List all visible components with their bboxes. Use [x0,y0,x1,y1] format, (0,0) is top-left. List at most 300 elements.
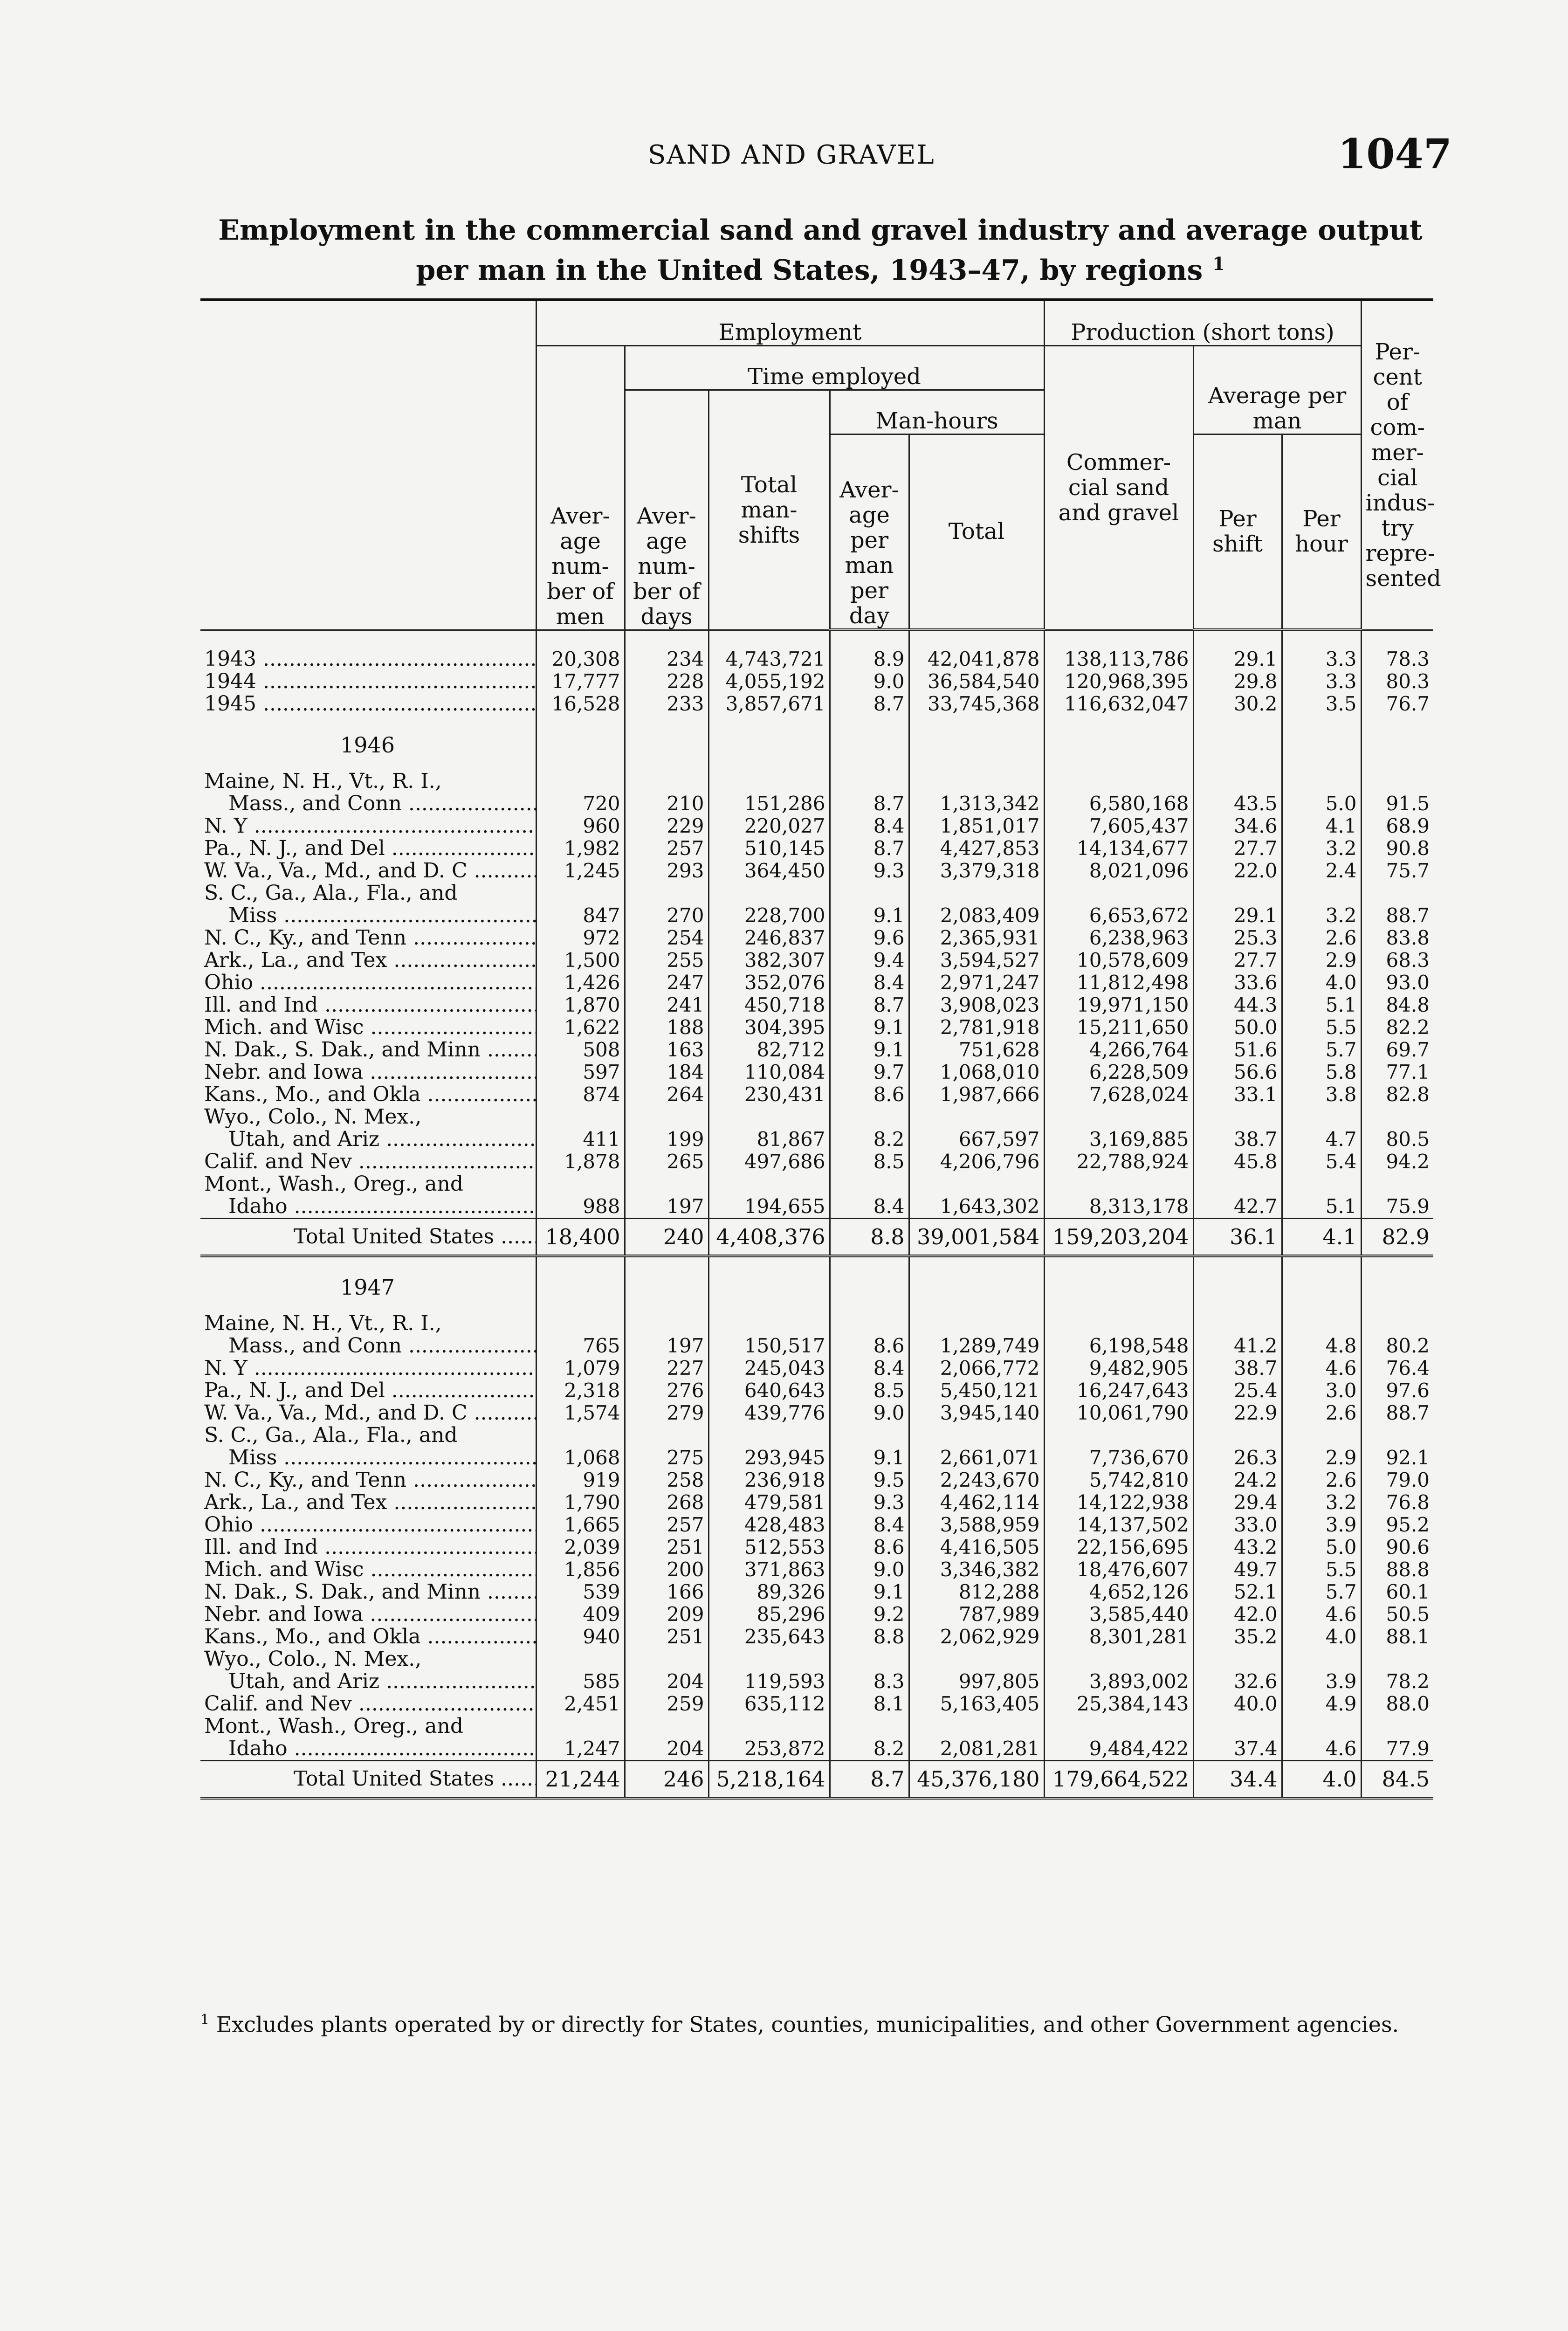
cell-value: 10,061,790 [1044,1402,1193,1424]
region-row [200,1039,1433,1061]
cell-value: 68.9 [1361,815,1433,837]
cell-value: 233 [625,693,708,715]
cell-value: 240 [625,1219,708,1256]
cell-value: 79.0 [1361,1469,1433,1491]
cell-value: 9.1 [830,904,909,927]
cell-value [1193,770,1282,793]
cell-value: 2,243,670 [909,1469,1044,1491]
time-employed-header: Time employed [625,345,1044,390]
cell-value: 8.8 [830,1219,909,1256]
cell-value: 3.2 [1282,837,1361,860]
cell-value [1193,1312,1282,1335]
cell-value [1361,1424,1433,1447]
cell-value: 4.1 [1282,815,1361,837]
cell-value: 3,945,140 [909,1402,1044,1424]
title-footnote-mark: 1 [1212,253,1225,274]
cell-value: 2,083,409 [909,904,1044,927]
cell-value: 8.4 [830,1514,909,1536]
region-row [200,770,1433,793]
cell-value: 257 [625,837,708,860]
cell-value: 29.8 [1193,670,1282,693]
cell-value [625,1312,708,1335]
cell-value: 18,400 [536,1219,625,1256]
cell-value: 38.7 [1193,1357,1282,1379]
cell-value [708,882,830,904]
cell-value: 38.7 [1193,1128,1282,1151]
cell-value: 667,597 [909,1128,1044,1151]
cell-value: 78.2 [1361,1670,1433,1693]
cell-value: 8.8 [830,1626,909,1648]
region-row [200,1016,1433,1039]
cell-value: 1,790 [536,1491,625,1514]
cell-value: 279 [625,1402,708,1424]
row-label: Mass., and Conn ..... [200,1335,536,1357]
region-row [200,1693,1433,1715]
cell-value: 597 [536,1061,625,1083]
row-label: Miss ..... [200,904,536,927]
cell-value: 3,346,382 [909,1559,1044,1581]
row-label: N. Y ..... [200,815,536,837]
cell-value: 439,776 [708,1402,830,1424]
cell-value: 9.3 [830,860,909,882]
cell-value: 228 [625,670,708,693]
year-group-heading [200,1256,1433,1312]
cell-value: 2,781,918 [909,1016,1044,1039]
footnote-text: Excludes plants operated by or directly for States, counties, municipalities, and other Government agencies. [216,2012,1399,2037]
cell-value: 5,163,405 [909,1693,1044,1715]
cell-value: 77.1 [1361,1061,1433,1083]
cell-value: 3,379,318 [909,860,1044,882]
cell-value: 8,301,281 [1044,1626,1193,1648]
cell-value: 21,244 [536,1761,625,1799]
cell-value: 8.2 [830,1128,909,1151]
cell-value: 4.6 [1282,1357,1361,1379]
cell-value: 75.9 [1361,1195,1433,1219]
cell-value: 409 [536,1603,625,1626]
cell-value: 36.1 [1193,1219,1282,1256]
cell-value: 1,622 [536,1016,625,1039]
region-row [200,1357,1433,1379]
cell-value [625,1106,708,1128]
cell-value: 253,872 [708,1738,830,1761]
cell-value: 258 [625,1469,708,1491]
row-label: N. C., Ky., and Tenn ..... [200,1469,536,1491]
cell-value: 9.1 [830,1039,909,1061]
per-shift-header: Per shift [1193,434,1282,630]
cell-value: 27.7 [1193,837,1282,860]
cell-value: 82.8 [1361,1083,1433,1106]
cell-value: 18,476,607 [1044,1559,1193,1581]
cell-value: 9.6 [830,927,909,949]
region-row [200,837,1433,860]
cell-value [625,1173,708,1195]
row-label: Nebr. and Iowa ..... [200,1061,536,1083]
cell-value: 510,145 [708,837,830,860]
row-label: Kans., Mo., and Okla ..... [200,1083,536,1106]
row-label: Pa., N. J., and Del ..... [200,1379,536,1402]
cell-value [708,1424,830,1447]
cell-value: 93.0 [1361,972,1433,994]
cell-value: 241 [625,994,708,1016]
cell-value: 4,416,505 [909,1536,1044,1559]
cell-value [909,1106,1044,1128]
cell-value [830,1173,909,1195]
cell-value: 4,462,114 [909,1491,1044,1514]
region-row [200,1379,1433,1402]
row-label: Ill. and Ind ..... [200,1536,536,1559]
cell-value: 76.4 [1361,1357,1433,1379]
cell-value [1282,882,1361,904]
cell-value: 5.4 [1282,1151,1361,1173]
cell-value: 508 [536,1039,625,1061]
cell-value: 34.6 [1193,815,1282,837]
cell-value: 5.7 [1282,1039,1361,1061]
row-label: N. Y ..... [200,1357,536,1379]
cell-value: 5.1 [1282,1195,1361,1219]
cell-value: 42.0 [1193,1603,1282,1626]
cell-value [1282,1715,1361,1738]
region-row [200,927,1433,949]
cell-value: 3,893,002 [1044,1670,1193,1693]
cell-value: 8.7 [830,693,909,715]
cell-value: 1,878 [536,1151,625,1173]
cell-value [708,1173,830,1195]
cell-value: 88.1 [1361,1626,1433,1648]
page-number: 1047 [1338,130,1452,178]
cell-value: 751,628 [909,1039,1044,1061]
cell-value: 90.8 [1361,837,1433,860]
cell-value: 16,247,643 [1044,1379,1193,1402]
cell-value: 41.2 [1193,1335,1282,1357]
cell-value: 81,867 [708,1128,830,1151]
cell-value: 25.4 [1193,1379,1282,1402]
cell-value: 1,870 [536,994,625,1016]
cell-value: 3.3 [1282,648,1361,670]
region-row [200,1648,1433,1670]
row-label: Wyo., Colo., N. Mex., [204,1106,422,1128]
cell-value: 49.7 [1193,1559,1282,1581]
cell-value: 2.9 [1282,1447,1361,1469]
cell-value [1282,1173,1361,1195]
cell-value: 4,652,126 [1044,1581,1193,1603]
region-row [200,882,1433,904]
cell-value: 3,588,959 [909,1514,1044,1536]
cell-value [536,1715,625,1738]
man-hours-header: Man-hours [830,390,1044,434]
cell-value: 3,857,671 [708,693,830,715]
cell-value [1361,1648,1433,1670]
cell-value [1361,770,1433,793]
cell-value: 9.2 [830,1603,909,1626]
cell-value: 4,266,764 [1044,1039,1193,1061]
cell-value: 2.4 [1282,860,1361,882]
cell-value: 44.3 [1193,994,1282,1016]
cell-value: 32.6 [1193,1670,1282,1693]
cell-value: 7,736,670 [1044,1447,1193,1469]
region-row [200,1581,1433,1603]
row-label: Nebr. and Iowa ..... [200,1603,536,1626]
cell-value [1282,1424,1361,1447]
cell-value [1044,1106,1193,1128]
cell-value [536,1106,625,1128]
cell-value: 275 [625,1447,708,1469]
cell-value [1044,882,1193,904]
cell-value: 188 [625,1016,708,1039]
region-row [200,1469,1433,1491]
cell-value: 9.3 [830,1491,909,1514]
cell-value: 22,156,695 [1044,1536,1193,1559]
cell-value: 75.7 [1361,860,1433,882]
cell-value: 8.5 [830,1379,909,1402]
cell-value: 120,968,395 [1044,670,1193,693]
cell-value: 82,712 [708,1039,830,1061]
cell-value: 1,245 [536,860,625,882]
row-label: Total United States ..... [200,1219,536,1256]
footnote-mark: 1 [200,2012,210,2028]
cell-value: 33.1 [1193,1083,1282,1106]
cell-value: 39,001,584 [909,1219,1044,1256]
row-label: Ark., La., and Tex ..... [200,1491,536,1514]
cell-value: 1,289,749 [909,1335,1044,1357]
cell-value: 15,211,650 [1044,1016,1193,1039]
cell-value: 8.6 [830,1083,909,1106]
cell-value: 78.3 [1361,648,1433,670]
year-row [200,648,1433,670]
region-row [200,972,1433,994]
cell-value [1361,1173,1433,1195]
cell-value: 3.2 [1282,904,1361,927]
region-row [200,1335,1433,1357]
cell-value: 765 [536,1335,625,1357]
cell-value: 9,484,422 [1044,1738,1193,1761]
cell-value [708,1715,830,1738]
cell-value: 5.5 [1282,1559,1361,1581]
cell-value: 5.7 [1282,1581,1361,1603]
row-label: S. C., Ga., Ala., Fla., and [204,882,458,904]
cell-value: 97.6 [1361,1379,1433,1402]
cell-value: 2,451 [536,1693,625,1715]
cell-value: 6,653,672 [1044,904,1193,927]
cell-value: 4,743,721 [708,648,830,670]
cell-value: 8.9 [830,648,909,670]
row-label: W. Va., Va., Md., and D. C ..... [200,860,536,882]
cell-value: 9.0 [830,670,909,693]
cell-value: 3.3 [1282,670,1361,693]
cell-value: 259 [625,1693,708,1715]
row-label: Kans., Mo., and Okla ..... [200,1626,536,1648]
cell-value: 1,068,010 [909,1061,1044,1083]
total-hours-header: Total [909,434,1044,630]
cell-value: 82.9 [1361,1219,1433,1256]
cell-value: 4.0 [1282,972,1361,994]
row-label: Maine, N. H., Vt., R. I., [204,1312,442,1335]
cell-value [625,882,708,904]
cell-value [625,770,708,793]
cell-value: 229 [625,815,708,837]
cell-value: 479,581 [708,1491,830,1514]
cell-value: 8.6 [830,1335,909,1357]
region-row [200,1106,1433,1128]
cell-value: 1,665 [536,1514,625,1536]
cell-value: 874 [536,1083,625,1106]
cell-value: 5.0 [1282,793,1361,815]
cell-value: 20,308 [536,648,625,670]
cell-value [830,882,909,904]
cell-value [536,1648,625,1670]
cell-value: 151,286 [708,793,830,815]
cell-value [1282,1312,1361,1335]
cell-value [1361,1312,1433,1335]
cell-value: 110,084 [708,1061,830,1083]
cell-value: 2,661,071 [909,1447,1044,1469]
region-row [200,1626,1433,1648]
cell-value: 919 [536,1469,625,1491]
group-year: 1946 [340,732,395,758]
cell-value: 51.6 [1193,1039,1282,1061]
cell-value: 9.1 [830,1581,909,1603]
region-row [200,1559,1433,1581]
cell-value: 85,296 [708,1603,830,1626]
cell-value: 4.6 [1282,1603,1361,1626]
stub-header [200,301,536,630]
cell-value [536,1424,625,1447]
region-row [200,1514,1433,1536]
cell-value: 8.3 [830,1670,909,1693]
cell-value [536,1312,625,1335]
cell-value: 230,431 [708,1083,830,1106]
cell-value: 3,169,885 [1044,1128,1193,1151]
cell-value: 270 [625,904,708,927]
cell-value: 9.5 [830,1469,909,1491]
cell-value: 210 [625,793,708,815]
cell-value: 3.2 [1282,1491,1361,1514]
cell-value: 199 [625,1128,708,1151]
cell-value: 2.6 [1282,1402,1361,1424]
total-row [200,1761,1433,1799]
cell-value: 1,068 [536,1447,625,1469]
cell-value: 2,066,772 [909,1357,1044,1379]
cell-value: 2,062,929 [909,1626,1044,1648]
cell-value [1193,882,1282,904]
cell-value: 6,238,963 [1044,927,1193,949]
cell-value: 940 [536,1626,625,1648]
cell-value: 7,628,024 [1044,1083,1193,1106]
cell-value: 2.6 [1282,927,1361,949]
cell-value: 45,376,180 [909,1761,1044,1799]
cell-value: 8.4 [830,972,909,994]
cell-value: 5,450,121 [909,1379,1044,1402]
region-row [200,1402,1433,1424]
region-row [200,949,1433,972]
cell-value: 3,585,440 [1044,1603,1193,1626]
cell-value: 116,632,047 [1044,693,1193,715]
cell-value: 84.5 [1361,1761,1433,1799]
cell-value: 293,945 [708,1447,830,1469]
cell-value: 76.7 [1361,693,1433,715]
cell-value: 4,408,376 [708,1219,830,1256]
cell-value: 972 [536,927,625,949]
cell-value: 6,198,548 [1044,1335,1193,1357]
cell-value: 138,113,786 [1044,648,1193,670]
cell-value: 197 [625,1335,708,1357]
cell-value: 1,426 [536,972,625,994]
running-title: SAND AND GRAVEL [648,140,935,170]
cell-value: 2,039 [536,1536,625,1559]
cell-value: 6,580,168 [1044,793,1193,815]
cell-value: 88.7 [1361,1402,1433,1424]
cell-value: 2,318 [536,1379,625,1402]
cell-value: 251 [625,1626,708,1648]
cell-value [625,1424,708,1447]
cell-value: 8.4 [830,1195,909,1219]
row-label: Mich. and Wisc ..... [200,1559,536,1581]
cell-value [830,1106,909,1128]
cell-value: 1,987,666 [909,1083,1044,1106]
cell-value [708,1312,830,1335]
spacer-row [200,630,1433,648]
cell-value: 4,427,853 [909,837,1044,860]
cell-value: 34.4 [1193,1761,1282,1799]
cell-value: 8.7 [830,1761,909,1799]
region-row [200,1670,1433,1693]
commercial-header: Commer-cial sand and gravel [1044,345,1193,630]
total-row [200,1219,1433,1256]
cell-value: 304,395 [708,1016,830,1039]
region-row [200,1536,1433,1559]
avg-days-header: Aver-age num-ber of days [625,390,708,630]
cell-value [1282,770,1361,793]
cell-value: 254 [625,927,708,949]
cell-value: 33,745,368 [909,693,1044,715]
cell-value: 3,908,023 [909,994,1044,1016]
cell-value: 1,079 [536,1357,625,1379]
cell-value: 5.8 [1282,1061,1361,1083]
cell-value: 68.3 [1361,949,1433,972]
cell-value: 382,307 [708,949,830,972]
cell-value: 8.7 [830,837,909,860]
avg-men-header: Aver-age num-ber of men [536,345,625,630]
cell-value: 4.1 [1282,1219,1361,1256]
cell-value: 247 [625,972,708,994]
cell-value: 37.4 [1193,1738,1282,1761]
cell-value: 88.8 [1361,1559,1433,1581]
row-label: Mich. and Wisc ..... [200,1016,536,1039]
row-label: Mont., Wash., Oreg., and [204,1715,464,1738]
cell-value: 847 [536,904,625,927]
cell-value: 1,643,302 [909,1195,1044,1219]
row-label: Pa., N. J., and Del ..... [200,837,536,860]
row-label: N. Dak., S. Dak., and Minn ..... [200,1581,536,1603]
cell-value: 251 [625,1536,708,1559]
cell-value: 3,594,527 [909,949,1044,972]
row-label: N. C., Ky., and Tenn ..... [200,927,536,949]
cell-value [909,1312,1044,1335]
cell-value: 3.9 [1282,1514,1361,1536]
cell-value [830,770,909,793]
cell-value: 22.9 [1193,1402,1282,1424]
cell-value: 8,313,178 [1044,1195,1193,1219]
row-label: N. Dak., S. Dak., and Minn ..... [200,1039,536,1061]
cell-value: 8.2 [830,1738,909,1761]
row-label: 1944 ..... [200,670,536,693]
cell-value: 9.0 [830,1559,909,1581]
cell-value [1193,1106,1282,1128]
cell-value [708,1648,830,1670]
cell-value: 450,718 [708,994,830,1016]
cell-value: 1,500 [536,949,625,972]
cell-value: 4.6 [1282,1738,1361,1761]
cell-value: 4,206,796 [909,1151,1044,1173]
